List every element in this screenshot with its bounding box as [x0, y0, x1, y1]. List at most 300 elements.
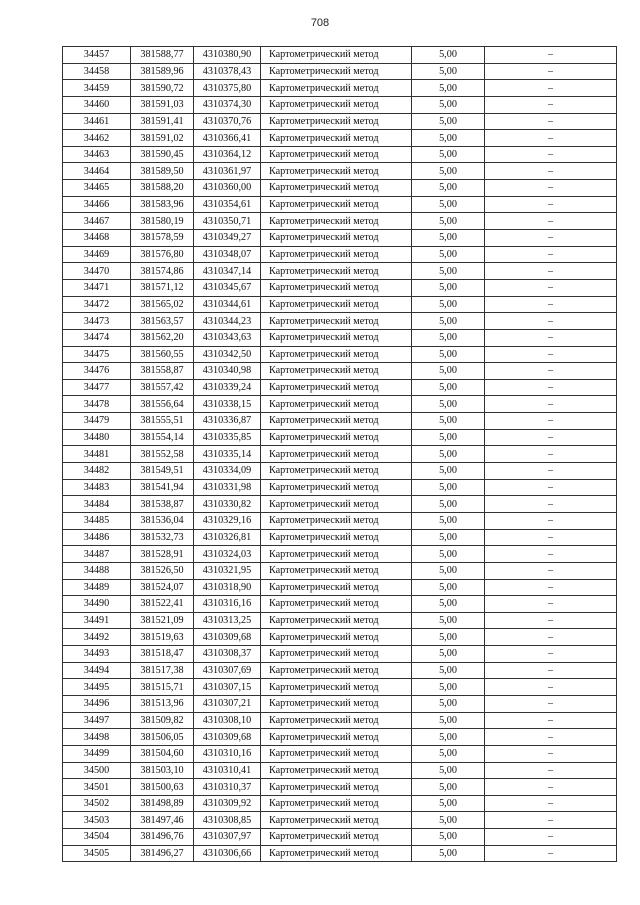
- point-number-cell: 34492: [63, 629, 131, 646]
- note-cell: –: [485, 612, 617, 629]
- method-cell: Картометрический метод: [261, 579, 412, 596]
- method-cell: Картометрический метод: [261, 379, 412, 396]
- accuracy-cell: 5,00: [412, 230, 485, 247]
- method-cell: Картометрический метод: [261, 612, 412, 629]
- table-row: [63, 446, 617, 463]
- x-coordinate-cell: 381528,91: [131, 546, 194, 563]
- y-coordinate-cell: 4310342,50: [194, 346, 261, 363]
- x-coordinate-cell: 381541,94: [131, 479, 194, 496]
- method-cell: Картометрический метод: [261, 429, 412, 446]
- note-cell: –: [485, 479, 617, 496]
- y-coordinate-cell: 4310336,87: [194, 413, 261, 430]
- y-coordinate-cell: 4310344,61: [194, 296, 261, 313]
- y-coordinate-cell: 4310308,85: [194, 812, 261, 829]
- x-coordinate-cell: 381549,51: [131, 463, 194, 480]
- accuracy-cell: 5,00: [412, 396, 485, 413]
- note-cell: –: [485, 429, 617, 446]
- table-row: [63, 629, 617, 646]
- table-row: [63, 180, 617, 197]
- y-coordinate-cell: 4310308,10: [194, 712, 261, 729]
- accuracy-cell: 5,00: [412, 80, 485, 97]
- point-number-cell: 34482: [63, 463, 131, 480]
- y-coordinate-cell: 4310370,76: [194, 113, 261, 130]
- method-cell: Картометрический метод: [261, 712, 412, 729]
- table-row: [63, 679, 617, 696]
- note-cell: –: [485, 213, 617, 230]
- table-row: [63, 196, 617, 213]
- accuracy-cell: 5,00: [412, 646, 485, 663]
- point-number-cell: 34461: [63, 113, 131, 130]
- method-cell: Картометрический метод: [261, 263, 412, 280]
- note-cell: –: [485, 695, 617, 712]
- method-cell: Картометрический метод: [261, 246, 412, 263]
- accuracy-cell: 5,00: [412, 845, 485, 862]
- point-number-cell: 34467: [63, 213, 131, 230]
- point-number-cell: 34503: [63, 812, 131, 829]
- point-number-cell: 34501: [63, 779, 131, 796]
- x-coordinate-cell: 381522,41: [131, 596, 194, 613]
- accuracy-cell: 5,00: [412, 296, 485, 313]
- x-coordinate-cell: 381590,72: [131, 80, 194, 97]
- table-row: [63, 479, 617, 496]
- x-coordinate-cell: 381497,46: [131, 812, 194, 829]
- y-coordinate-cell: 4310344,23: [194, 313, 261, 330]
- point-number-cell: 34498: [63, 729, 131, 746]
- x-coordinate-cell: 381554,14: [131, 429, 194, 446]
- table-row: [63, 246, 617, 263]
- coordinates-table: [62, 46, 617, 862]
- x-coordinate-cell: 381513,96: [131, 695, 194, 712]
- y-coordinate-cell: 4310321,95: [194, 562, 261, 579]
- method-cell: Картометрический метод: [261, 180, 412, 197]
- y-coordinate-cell: 4310366,41: [194, 130, 261, 147]
- method-cell: Картометрический метод: [261, 96, 412, 113]
- point-number-cell: 34481: [63, 446, 131, 463]
- accuracy-cell: 5,00: [412, 113, 485, 130]
- y-coordinate-cell: 4310339,24: [194, 379, 261, 396]
- accuracy-cell: 5,00: [412, 729, 485, 746]
- y-coordinate-cell: 4310307,97: [194, 829, 261, 846]
- note-cell: –: [485, 662, 617, 679]
- x-coordinate-cell: 381509,82: [131, 712, 194, 729]
- accuracy-cell: 5,00: [412, 529, 485, 546]
- accuracy-cell: 5,00: [412, 479, 485, 496]
- table-row: [63, 429, 617, 446]
- method-cell: Картометрический метод: [261, 47, 412, 64]
- accuracy-cell: 5,00: [412, 829, 485, 846]
- point-number-cell: 34468: [63, 230, 131, 247]
- y-coordinate-cell: 4310361,97: [194, 163, 261, 180]
- x-coordinate-cell: 381580,19: [131, 213, 194, 230]
- note-cell: –: [485, 845, 617, 862]
- table-row: [63, 379, 617, 396]
- point-number-cell: 34479: [63, 413, 131, 430]
- accuracy-cell: 5,00: [412, 712, 485, 729]
- x-coordinate-cell: 381519,63: [131, 629, 194, 646]
- point-number-cell: 34475: [63, 346, 131, 363]
- note-cell: –: [485, 63, 617, 80]
- note-cell: –: [485, 679, 617, 696]
- method-cell: Картометрический метод: [261, 230, 412, 247]
- y-coordinate-cell: 4310348,07: [194, 246, 261, 263]
- method-cell: Картометрический метод: [261, 113, 412, 130]
- x-coordinate-cell: 381571,12: [131, 279, 194, 296]
- x-coordinate-cell: 381517,38: [131, 662, 194, 679]
- table-row: [63, 612, 617, 629]
- accuracy-cell: 5,00: [412, 612, 485, 629]
- note-cell: –: [485, 363, 617, 380]
- method-cell: Картометрический метод: [261, 662, 412, 679]
- x-coordinate-cell: 381574,86: [131, 263, 194, 280]
- table-row: [63, 396, 617, 413]
- point-number-cell: 34483: [63, 479, 131, 496]
- accuracy-cell: 5,00: [412, 695, 485, 712]
- x-coordinate-cell: 381521,09: [131, 612, 194, 629]
- accuracy-cell: 5,00: [412, 96, 485, 113]
- table-row: [63, 646, 617, 663]
- accuracy-cell: 5,00: [412, 579, 485, 596]
- y-coordinate-cell: 4310329,16: [194, 512, 261, 529]
- x-coordinate-cell: 381524,07: [131, 579, 194, 596]
- x-coordinate-cell: 381538,87: [131, 496, 194, 513]
- point-number-cell: 34497: [63, 712, 131, 729]
- note-cell: –: [485, 196, 617, 213]
- y-coordinate-cell: 4310349,27: [194, 230, 261, 247]
- y-coordinate-cell: 4310307,21: [194, 695, 261, 712]
- table-row: [63, 296, 617, 313]
- accuracy-cell: 5,00: [412, 512, 485, 529]
- table-row: [63, 313, 617, 330]
- x-coordinate-cell: 381591,41: [131, 113, 194, 130]
- table-row: [63, 762, 617, 779]
- point-number-cell: 34480: [63, 429, 131, 446]
- x-coordinate-cell: 381503,10: [131, 762, 194, 779]
- note-cell: –: [485, 463, 617, 480]
- x-coordinate-cell: 381563,57: [131, 313, 194, 330]
- point-number-cell: 34495: [63, 679, 131, 696]
- table-row: [63, 662, 617, 679]
- note-cell: –: [485, 496, 617, 513]
- point-number-cell: 34460: [63, 96, 131, 113]
- method-cell: Картометрический метод: [261, 745, 412, 762]
- x-coordinate-cell: 381565,02: [131, 296, 194, 313]
- method-cell: Картометрический метод: [261, 396, 412, 413]
- page-number: 708: [310, 17, 330, 29]
- point-number-cell: 34485: [63, 512, 131, 529]
- x-coordinate-cell: 381589,96: [131, 63, 194, 80]
- table-row: [63, 546, 617, 563]
- method-cell: Картометрический метод: [261, 562, 412, 579]
- method-cell: Картометрический метод: [261, 130, 412, 147]
- method-cell: Картометрический метод: [261, 629, 412, 646]
- accuracy-cell: 5,00: [412, 446, 485, 463]
- point-number-cell: 34488: [63, 562, 131, 579]
- table-row: [63, 463, 617, 480]
- table-row: [63, 163, 617, 180]
- x-coordinate-cell: 381532,73: [131, 529, 194, 546]
- accuracy-cell: 5,00: [412, 779, 485, 796]
- y-coordinate-cell: 4310364,12: [194, 146, 261, 163]
- note-cell: –: [485, 246, 617, 263]
- note-cell: –: [485, 629, 617, 646]
- y-coordinate-cell: 4310345,67: [194, 279, 261, 296]
- accuracy-cell: 5,00: [412, 812, 485, 829]
- point-number-cell: 34494: [63, 662, 131, 679]
- point-number-cell: 34458: [63, 63, 131, 80]
- note-cell: –: [485, 130, 617, 147]
- table-row: [63, 496, 617, 513]
- note-cell: –: [485, 779, 617, 796]
- method-cell: Картометрический метод: [261, 795, 412, 812]
- point-number-cell: 34502: [63, 795, 131, 812]
- accuracy-cell: 5,00: [412, 413, 485, 430]
- accuracy-cell: 5,00: [412, 679, 485, 696]
- y-coordinate-cell: 4310350,71: [194, 213, 261, 230]
- note-cell: –: [485, 762, 617, 779]
- x-coordinate-cell: 381556,64: [131, 396, 194, 413]
- method-cell: Картометрический метод: [261, 163, 412, 180]
- note-cell: –: [485, 379, 617, 396]
- table-row: [63, 47, 617, 64]
- table-row: [63, 529, 617, 546]
- table-row: [63, 146, 617, 163]
- accuracy-cell: 5,00: [412, 346, 485, 363]
- point-number-cell: 34489: [63, 579, 131, 596]
- point-number-cell: 34470: [63, 263, 131, 280]
- y-coordinate-cell: 4310343,63: [194, 329, 261, 346]
- method-cell: Картометрический метод: [261, 546, 412, 563]
- method-cell: Картометрический метод: [261, 413, 412, 430]
- accuracy-cell: 5,00: [412, 329, 485, 346]
- table-row: [63, 579, 617, 596]
- y-coordinate-cell: 4310316,16: [194, 596, 261, 613]
- table-row: [63, 96, 617, 113]
- method-cell: Картометрический метод: [261, 296, 412, 313]
- table-row: [63, 829, 617, 846]
- y-coordinate-cell: 4310310,16: [194, 745, 261, 762]
- y-coordinate-cell: 4310307,15: [194, 679, 261, 696]
- y-coordinate-cell: 4310360,00: [194, 180, 261, 197]
- y-coordinate-cell: 4310310,37: [194, 779, 261, 796]
- accuracy-cell: 5,00: [412, 795, 485, 812]
- method-cell: Картометрический метод: [261, 446, 412, 463]
- x-coordinate-cell: 381555,51: [131, 413, 194, 430]
- y-coordinate-cell: 4310309,68: [194, 729, 261, 746]
- method-cell: Картометрический метод: [261, 845, 412, 862]
- y-coordinate-cell: 4310378,43: [194, 63, 261, 80]
- accuracy-cell: 5,00: [412, 246, 485, 263]
- point-number-cell: 34466: [63, 196, 131, 213]
- table-row: [63, 413, 617, 430]
- accuracy-cell: 5,00: [412, 363, 485, 380]
- table-row: [63, 279, 617, 296]
- accuracy-cell: 5,00: [412, 263, 485, 280]
- x-coordinate-cell: 381558,87: [131, 363, 194, 380]
- note-cell: –: [485, 512, 617, 529]
- method-cell: Картометрический метод: [261, 346, 412, 363]
- point-number-cell: 34471: [63, 279, 131, 296]
- accuracy-cell: 5,00: [412, 47, 485, 64]
- x-coordinate-cell: 381496,27: [131, 845, 194, 862]
- method-cell: Картометрический метод: [261, 213, 412, 230]
- point-number-cell: 34464: [63, 163, 131, 180]
- method-cell: Картометрический метод: [261, 679, 412, 696]
- point-number-cell: 34457: [63, 47, 131, 64]
- x-coordinate-cell: 381506,05: [131, 729, 194, 746]
- y-coordinate-cell: 4310309,68: [194, 629, 261, 646]
- x-coordinate-cell: 381504,60: [131, 745, 194, 762]
- y-coordinate-cell: 4310313,25: [194, 612, 261, 629]
- point-number-cell: 34474: [63, 329, 131, 346]
- accuracy-cell: 5,00: [412, 463, 485, 480]
- y-coordinate-cell: 4310307,69: [194, 662, 261, 679]
- accuracy-cell: 5,00: [412, 196, 485, 213]
- accuracy-cell: 5,00: [412, 379, 485, 396]
- accuracy-cell: 5,00: [412, 562, 485, 579]
- table-row: [63, 363, 617, 380]
- x-coordinate-cell: 381500,63: [131, 779, 194, 796]
- x-coordinate-cell: 381589,50: [131, 163, 194, 180]
- y-coordinate-cell: 4310326,81: [194, 529, 261, 546]
- method-cell: Картометрический метод: [261, 313, 412, 330]
- x-coordinate-cell: 381591,02: [131, 130, 194, 147]
- note-cell: –: [485, 396, 617, 413]
- method-cell: Картометрический метод: [261, 80, 412, 97]
- note-cell: –: [485, 263, 617, 280]
- point-number-cell: 34490: [63, 596, 131, 613]
- note-cell: –: [485, 296, 617, 313]
- method-cell: Картометрический метод: [261, 596, 412, 613]
- point-number-cell: 34472: [63, 296, 131, 313]
- note-cell: –: [485, 96, 617, 113]
- table-row: [63, 113, 617, 130]
- point-number-cell: 34504: [63, 829, 131, 846]
- note-cell: –: [485, 712, 617, 729]
- note-cell: –: [485, 829, 617, 846]
- note-cell: –: [485, 745, 617, 762]
- y-coordinate-cell: 4310309,92: [194, 795, 261, 812]
- note-cell: –: [485, 446, 617, 463]
- x-coordinate-cell: 381496,76: [131, 829, 194, 846]
- note-cell: –: [485, 562, 617, 579]
- coordinates-table-body: [63, 47, 617, 862]
- point-number-cell: 34496: [63, 695, 131, 712]
- method-cell: Картометрический метод: [261, 729, 412, 746]
- note-cell: –: [485, 47, 617, 64]
- note-cell: –: [485, 413, 617, 430]
- accuracy-cell: 5,00: [412, 146, 485, 163]
- method-cell: Картометрический метод: [261, 363, 412, 380]
- method-cell: Картометрический метод: [261, 496, 412, 513]
- y-coordinate-cell: 4310340,98: [194, 363, 261, 380]
- note-cell: –: [485, 579, 617, 596]
- y-coordinate-cell: 4310310,41: [194, 762, 261, 779]
- x-coordinate-cell: 381560,55: [131, 346, 194, 363]
- method-cell: Картометрический метод: [261, 63, 412, 80]
- method-cell: Картометрический метод: [261, 146, 412, 163]
- method-cell: Картометрический метод: [261, 529, 412, 546]
- method-cell: Картометрический метод: [261, 829, 412, 846]
- point-number-cell: 34493: [63, 646, 131, 663]
- accuracy-cell: 5,00: [412, 63, 485, 80]
- note-cell: –: [485, 646, 617, 663]
- y-coordinate-cell: 4310335,14: [194, 446, 261, 463]
- y-coordinate-cell: 4310380,90: [194, 47, 261, 64]
- table-row: [63, 213, 617, 230]
- note-cell: –: [485, 163, 617, 180]
- note-cell: –: [485, 346, 617, 363]
- x-coordinate-cell: 381562,20: [131, 329, 194, 346]
- method-cell: Картометрический метод: [261, 695, 412, 712]
- table-row: [63, 745, 617, 762]
- note-cell: –: [485, 329, 617, 346]
- table-row: [63, 712, 617, 729]
- point-number-cell: 34477: [63, 379, 131, 396]
- method-cell: Картометрический метод: [261, 762, 412, 779]
- table-row: [63, 779, 617, 796]
- note-cell: –: [485, 812, 617, 829]
- note-cell: –: [485, 113, 617, 130]
- x-coordinate-cell: 381590,45: [131, 146, 194, 163]
- y-coordinate-cell: 4310306,66: [194, 845, 261, 862]
- accuracy-cell: 5,00: [412, 596, 485, 613]
- y-coordinate-cell: 4310354,61: [194, 196, 261, 213]
- point-number-cell: 34473: [63, 313, 131, 330]
- accuracy-cell: 5,00: [412, 762, 485, 779]
- accuracy-cell: 5,00: [412, 496, 485, 513]
- x-coordinate-cell: 381576,80: [131, 246, 194, 263]
- point-number-cell: 34487: [63, 546, 131, 563]
- note-cell: –: [485, 80, 617, 97]
- y-coordinate-cell: 4310335,85: [194, 429, 261, 446]
- y-coordinate-cell: 4310318,90: [194, 579, 261, 596]
- method-cell: Картометрический метод: [261, 812, 412, 829]
- table-row: [63, 130, 617, 147]
- accuracy-cell: 5,00: [412, 279, 485, 296]
- point-number-cell: 34499: [63, 745, 131, 762]
- point-number-cell: 34478: [63, 396, 131, 413]
- point-number-cell: 34484: [63, 496, 131, 513]
- note-cell: –: [485, 279, 617, 296]
- table-row: [63, 80, 617, 97]
- y-coordinate-cell: 4310308,37: [194, 646, 261, 663]
- x-coordinate-cell: 381588,77: [131, 47, 194, 64]
- point-number-cell: 34486: [63, 529, 131, 546]
- x-coordinate-cell: 381588,20: [131, 180, 194, 197]
- table-row: [63, 596, 617, 613]
- accuracy-cell: 5,00: [412, 130, 485, 147]
- method-cell: Картометрический метод: [261, 463, 412, 480]
- table-row: [63, 795, 617, 812]
- point-number-cell: 34462: [63, 130, 131, 147]
- y-coordinate-cell: 4310334,09: [194, 463, 261, 480]
- method-cell: Картометрический метод: [261, 279, 412, 296]
- note-cell: –: [485, 313, 617, 330]
- y-coordinate-cell: 4310374,30: [194, 96, 261, 113]
- x-coordinate-cell: 381518,47: [131, 646, 194, 663]
- point-number-cell: 34491: [63, 612, 131, 629]
- note-cell: –: [485, 180, 617, 197]
- note-cell: –: [485, 146, 617, 163]
- method-cell: Картометрический метод: [261, 779, 412, 796]
- point-number-cell: 34465: [63, 180, 131, 197]
- table-row: [63, 729, 617, 746]
- method-cell: Картометрический метод: [261, 196, 412, 213]
- x-coordinate-cell: 381578,59: [131, 230, 194, 247]
- table-row: [63, 263, 617, 280]
- x-coordinate-cell: 381557,42: [131, 379, 194, 396]
- accuracy-cell: 5,00: [412, 745, 485, 762]
